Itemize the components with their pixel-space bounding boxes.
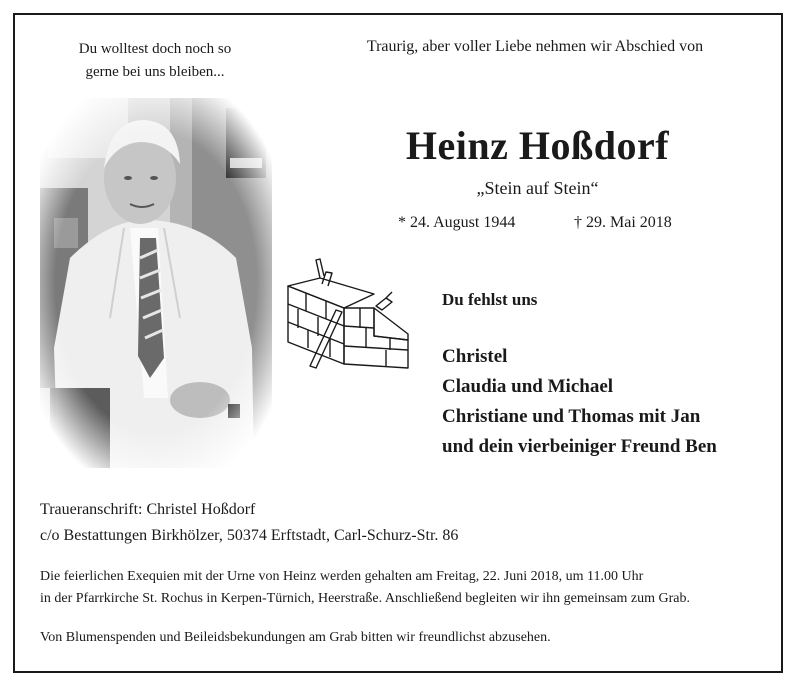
address-line-2: c/o Bestattungen Birkhölzer, 50374 Erftstadt, Carl-Schurz-Str. 86 xyxy=(40,527,459,544)
death-date: † 29. Mai 2018 xyxy=(574,214,672,231)
birth-date: * 24. August 1944 xyxy=(398,214,516,231)
brick-wall-trowel-icon xyxy=(282,254,416,388)
intro-text: Traurig, aber voller Liebe nehmen wir Abschied von xyxy=(366,38,704,55)
mourner-line: Christiane und Thomas mit Jan xyxy=(442,406,701,427)
mourner-line: Claudia und Michael xyxy=(442,376,614,397)
poem-line-1: Du wolltest doch noch so xyxy=(78,41,232,57)
miss-line: Du fehlst uns xyxy=(442,290,538,309)
mourners-list xyxy=(442,342,717,462)
address-line-1: Traueranschrift: Christel Hoßdorf xyxy=(40,501,256,518)
mourner-line: und dein vierbeiniger Freund Ben xyxy=(442,436,717,457)
deceased-motto: „Stein auf Stein“ xyxy=(476,178,599,198)
poem-line-2: gerne bei uns bleiben... xyxy=(85,64,225,80)
mourner-line: Christel xyxy=(442,346,508,367)
mourning-address xyxy=(40,497,458,549)
donation-note: Von Blumenspenden und Beileidsbekundungen am Grab bitten wir freundlichst abzusehen. xyxy=(40,630,551,645)
deceased-name: Heinz Hoßdorf xyxy=(405,123,670,168)
service-info xyxy=(40,566,690,610)
service-line-2: in der Pfarrkirche St. Rochus in Kerpen-Türnich, Heerstraße. Anschließend begleiten wir ihn gemeinsam zum Grab. xyxy=(40,591,691,606)
poem xyxy=(40,38,270,84)
portrait-photo xyxy=(40,98,272,468)
service-line-1: Die feierlichen Exequien mit der Urne von Heinz werden gehalten am Freitag, 22. Juni 2018, um 11.00 Uhr xyxy=(40,569,644,584)
